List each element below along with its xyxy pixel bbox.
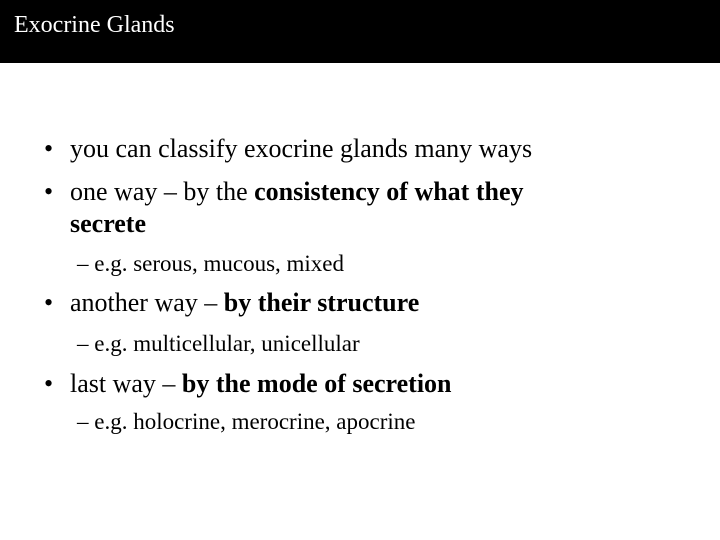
bullet-text-plain: you can classify exocrine glands many ways [70, 134, 533, 163]
bullet-text-continuation: secrete [70, 209, 147, 238]
bullet-text-bold: by their structure [223, 288, 420, 317]
sub-bullet-4: – e.g. holocrine, merocrine, apocrine [77, 409, 416, 434]
bullet-text-plain: one way – by the [70, 177, 255, 206]
bullet-symbol: • [44, 369, 54, 398]
bullet-text-bold: by the mode of secretion [181, 369, 452, 398]
bullet-text [70, 369, 452, 398]
slide-title: Exocrine Glands [14, 12, 175, 38]
bullet-symbol: • [44, 288, 54, 317]
bullet-text-plain: another way – [70, 288, 224, 317]
bullet-symbol: • [44, 134, 54, 163]
bullet-text [70, 177, 524, 206]
bullet-text-bold: consistency of what they [254, 177, 524, 206]
bullet-symbol: • [44, 177, 54, 206]
sub-bullet-2: – e.g. serous, mucous, mixed [77, 251, 345, 276]
bullet-text [70, 134, 532, 163]
title-bar [0, 0, 720, 63]
bullet-text-plain: last way – [70, 369, 182, 398]
sub-bullet-3: – e.g. multicellular, unicellular [77, 331, 360, 356]
bullet-text [70, 288, 419, 317]
